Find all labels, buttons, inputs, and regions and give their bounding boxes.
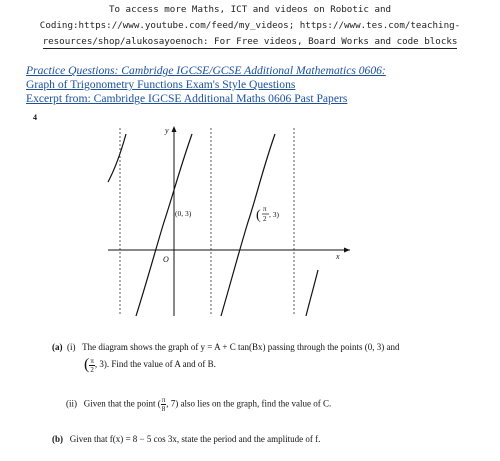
part-a-sub-ii: (ii) (66, 398, 77, 409)
question-number: 4 (33, 113, 37, 122)
part-a-ii (66, 396, 331, 413)
pi-over-8-fraction: $\frac{\pi}{8}$ (161, 396, 166, 413)
y-axis-label: y (165, 126, 169, 135)
tan-branch-3 (221, 134, 275, 316)
part-b (52, 434, 320, 444)
part-a-i-text-2: , 3). Find the value of A and of B. (94, 359, 216, 370)
point-pi2-open-paren: ( (256, 208, 261, 223)
tan-branch-1 (108, 134, 126, 182)
part-a-ii-text-after: , 7) also lies on the graph, find the value of C. (166, 398, 332, 409)
header-line-2: Coding:https://www.youtube.com/feed/my_videos; https://www.tes.com/teaching- (39, 20, 461, 31)
header-line-3: resources/shop/alukosayoenoch: For Free videos, Board Works and code blocks (42, 36, 458, 47)
point-pi2-den: 2 (263, 215, 267, 223)
frac-open-paren: ( (84, 356, 90, 373)
part-b-label: (b) (52, 434, 63, 444)
point-pi2-close: , 3) (269, 210, 279, 219)
part-b-text: Given that f(x) = 8 − 5 cos 3x, state the period and the amplitude of f. (69, 434, 321, 444)
point-pi2-pi: π (263, 205, 267, 213)
part-a-i-line2 (84, 356, 216, 374)
part-a-i-text: The diagram shows the graph of y = A + C tan(Bx) passing through the points (0, 3) and (82, 342, 400, 352)
graph-title-link[interactable]: Graph of Trigonometry Functions Exam's Style Questions (26, 78, 296, 91)
practice-questions-link[interactable]: Practice Questions: Cambridge IGCSE/GCSE Additional Mathematics 0606: (26, 64, 386, 77)
tan-branch-2 (136, 134, 192, 316)
y-axis-arrow (172, 126, 177, 132)
excerpt-link[interactable]: Excerpt from: Cambridge IGCSE Additional Maths 0606 Past Papers (26, 92, 348, 105)
pi-over-2-fraction: $\frac{\pi}{2}$ (90, 356, 94, 374)
point-0-3-label: (0, 3) (175, 209, 192, 218)
x-axis-label: x (336, 252, 340, 261)
part-a-i-line1 (52, 342, 399, 352)
x-axis-arrow (344, 248, 350, 253)
part-a-ii-text-before: Given that the point ( (83, 398, 161, 409)
part-a-sub-i: (i) (67, 342, 76, 352)
header-line-1: To access more Maths, ICT and videos on Robotic and (108, 4, 392, 15)
tan-branch-4 (306, 270, 318, 316)
part-a-label: (a) (52, 342, 63, 352)
origin-label: O (163, 255, 169, 264)
